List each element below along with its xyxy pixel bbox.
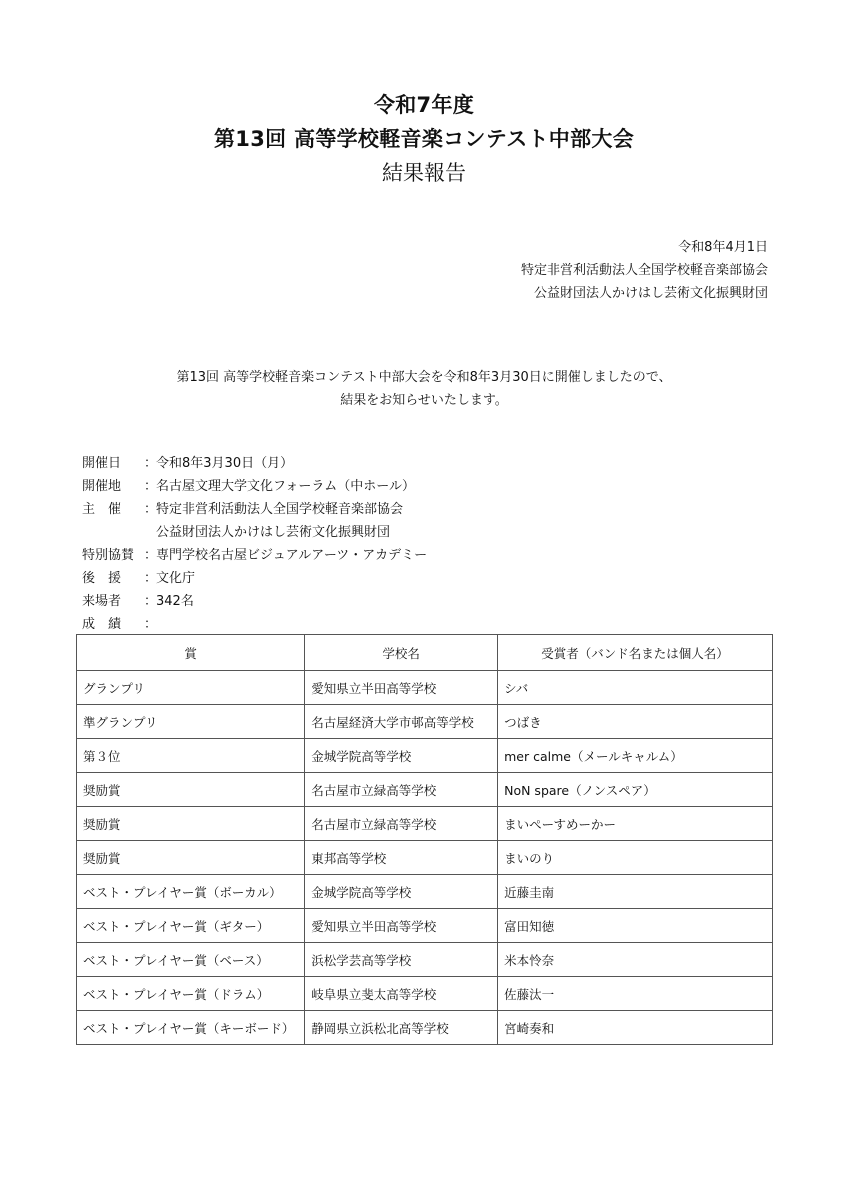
table-row <box>77 1011 773 1045</box>
detail-row <box>82 498 427 521</box>
detail-separator <box>144 521 156 544</box>
detail-separator: ： <box>144 571 158 586</box>
intro-line-1: 第13回 高等学校軽音楽コンテスト中部大会を令和8年3月30日に開催しましたので、 <box>176 370 672 385</box>
cell-award: ベスト・プレイヤー賞（ボーカル） <box>77 875 305 909</box>
table-header-row <box>77 635 773 671</box>
cell-award: ベスト・プレイヤー賞（ベース） <box>77 943 305 977</box>
issuer-org-2: 公益財団法人かけはし芸術文化振興財団 <box>533 286 768 301</box>
detail-row <box>82 544 427 567</box>
cell-school: 名古屋経済大学市邨高等学校 <box>305 705 498 739</box>
detail-value: 特定非営利活動法人全国学校軽音楽部協会 <box>156 502 404 517</box>
issuer-org-1: 特定非営利活動法人全国学校軽音楽部協会 <box>520 263 768 278</box>
detail-label: 開催日 <box>82 456 122 471</box>
issue-date: 令和8年4月1日 <box>678 240 768 255</box>
detail-separator: ： <box>144 548 158 563</box>
detail-row <box>82 567 427 590</box>
detail-separator: ： <box>144 456 158 471</box>
detail-separator: ： <box>144 502 158 517</box>
cell-award: グランプリ <box>77 671 305 705</box>
cell-winner: 富田知徳 <box>498 909 773 943</box>
detail-value: 専門学校名古屋ビジュアルアーツ・アカデミー <box>156 548 428 563</box>
table-row <box>77 773 773 807</box>
detail-value: 公益財団法人かけはし芸術文化振興財団 <box>156 525 391 540</box>
cell-award: 奨励賞 <box>77 841 305 875</box>
cell-award: 奨励賞 <box>77 807 305 841</box>
header-winner: 受賞者（バンド名または個人名） <box>498 635 773 671</box>
detail-label: 特別協賛 <box>82 548 135 563</box>
cell-winner: 近藤圭南 <box>498 875 773 909</box>
table-row <box>77 909 773 943</box>
cell-winner: mer calme（メールキャルム） <box>498 739 773 773</box>
detail-row <box>82 613 427 636</box>
table-row <box>77 841 773 875</box>
detail-label: 成 績 <box>82 617 122 632</box>
cell-winner: まいぺーすめーかー <box>498 807 773 841</box>
table-row <box>77 807 773 841</box>
detail-label: 後 援 <box>82 571 122 586</box>
cell-award: 奨励賞 <box>77 773 305 807</box>
cell-winner: つばき <box>498 705 773 739</box>
cell-award: ベスト・プレイヤー賞（ギター） <box>77 909 305 943</box>
table-row <box>77 671 773 705</box>
cell-award: 第３位 <box>77 739 305 773</box>
detail-separator: ： <box>144 617 158 632</box>
table-row <box>77 875 773 909</box>
table-row <box>77 705 773 739</box>
cell-school: 名古屋市立緑高等学校 <box>305 773 498 807</box>
table-row <box>77 977 773 1011</box>
detail-label <box>82 521 144 544</box>
detail-value: 令和8年3月30日（月） <box>156 456 294 471</box>
cell-school: 静岡県立浜松北高等学校 <box>305 1011 498 1045</box>
cell-winner: 宮崎奏和 <box>498 1011 773 1045</box>
cell-school: 愛知県立半田高等学校 <box>305 909 498 943</box>
detail-value: 文化庁 <box>156 571 196 586</box>
issuer-block <box>521 236 768 305</box>
title-event-name: 第13回 高等学校軽音楽コンテスト中部大会 <box>214 127 634 151</box>
document-title <box>0 88 848 190</box>
cell-school: 浜松学芸高等学校 <box>305 943 498 977</box>
cell-award: ベスト・プレイヤー賞（キーボード） <box>77 1011 305 1045</box>
cell-school: 岐阜県立斐太高等学校 <box>305 977 498 1011</box>
event-details <box>82 452 427 636</box>
table-row <box>77 739 773 773</box>
cell-school: 愛知県立半田高等学校 <box>305 671 498 705</box>
intro-text <box>0 366 848 412</box>
title-fiscal-year: 令和7年度 <box>373 93 475 117</box>
cell-school: 金城学院高等学校 <box>305 739 498 773</box>
results-table <box>76 634 773 1045</box>
detail-row <box>82 590 427 613</box>
title-result-report: 結果報告 <box>382 161 466 185</box>
cell-winner: 米本怜奈 <box>498 943 773 977</box>
cell-school: 東邦高等学校 <box>305 841 498 875</box>
cell-award: 準グランプリ <box>77 705 305 739</box>
header-school: 学校名 <box>305 635 498 671</box>
cell-school: 名古屋市立緑高等学校 <box>305 807 498 841</box>
detail-separator: ： <box>144 479 158 494</box>
detail-row <box>82 452 427 475</box>
cell-winner: まいのり <box>498 841 773 875</box>
detail-row <box>82 475 427 498</box>
cell-award: ベスト・プレイヤー賞（ドラム） <box>77 977 305 1011</box>
table-row <box>77 943 773 977</box>
cell-winner: 佐藤汰一 <box>498 977 773 1011</box>
cell-winner: シバ <box>498 671 773 705</box>
detail-value: 342名 <box>156 594 194 609</box>
detail-label: 主 催 <box>82 502 122 517</box>
cell-winner: NoN spare（ノンスペア） <box>498 773 773 807</box>
header-award: 賞 <box>77 635 305 671</box>
detail-value: 名古屋文理大学文化フォーラム（中ホール） <box>156 479 415 494</box>
detail-separator: ： <box>144 594 158 609</box>
detail-label: 開催地 <box>82 479 122 494</box>
intro-line-2: 結果をお知らせいたします。 <box>340 393 508 408</box>
detail-label: 来場者 <box>82 594 122 609</box>
cell-school: 金城学院高等学校 <box>305 875 498 909</box>
detail-row <box>82 521 427 544</box>
